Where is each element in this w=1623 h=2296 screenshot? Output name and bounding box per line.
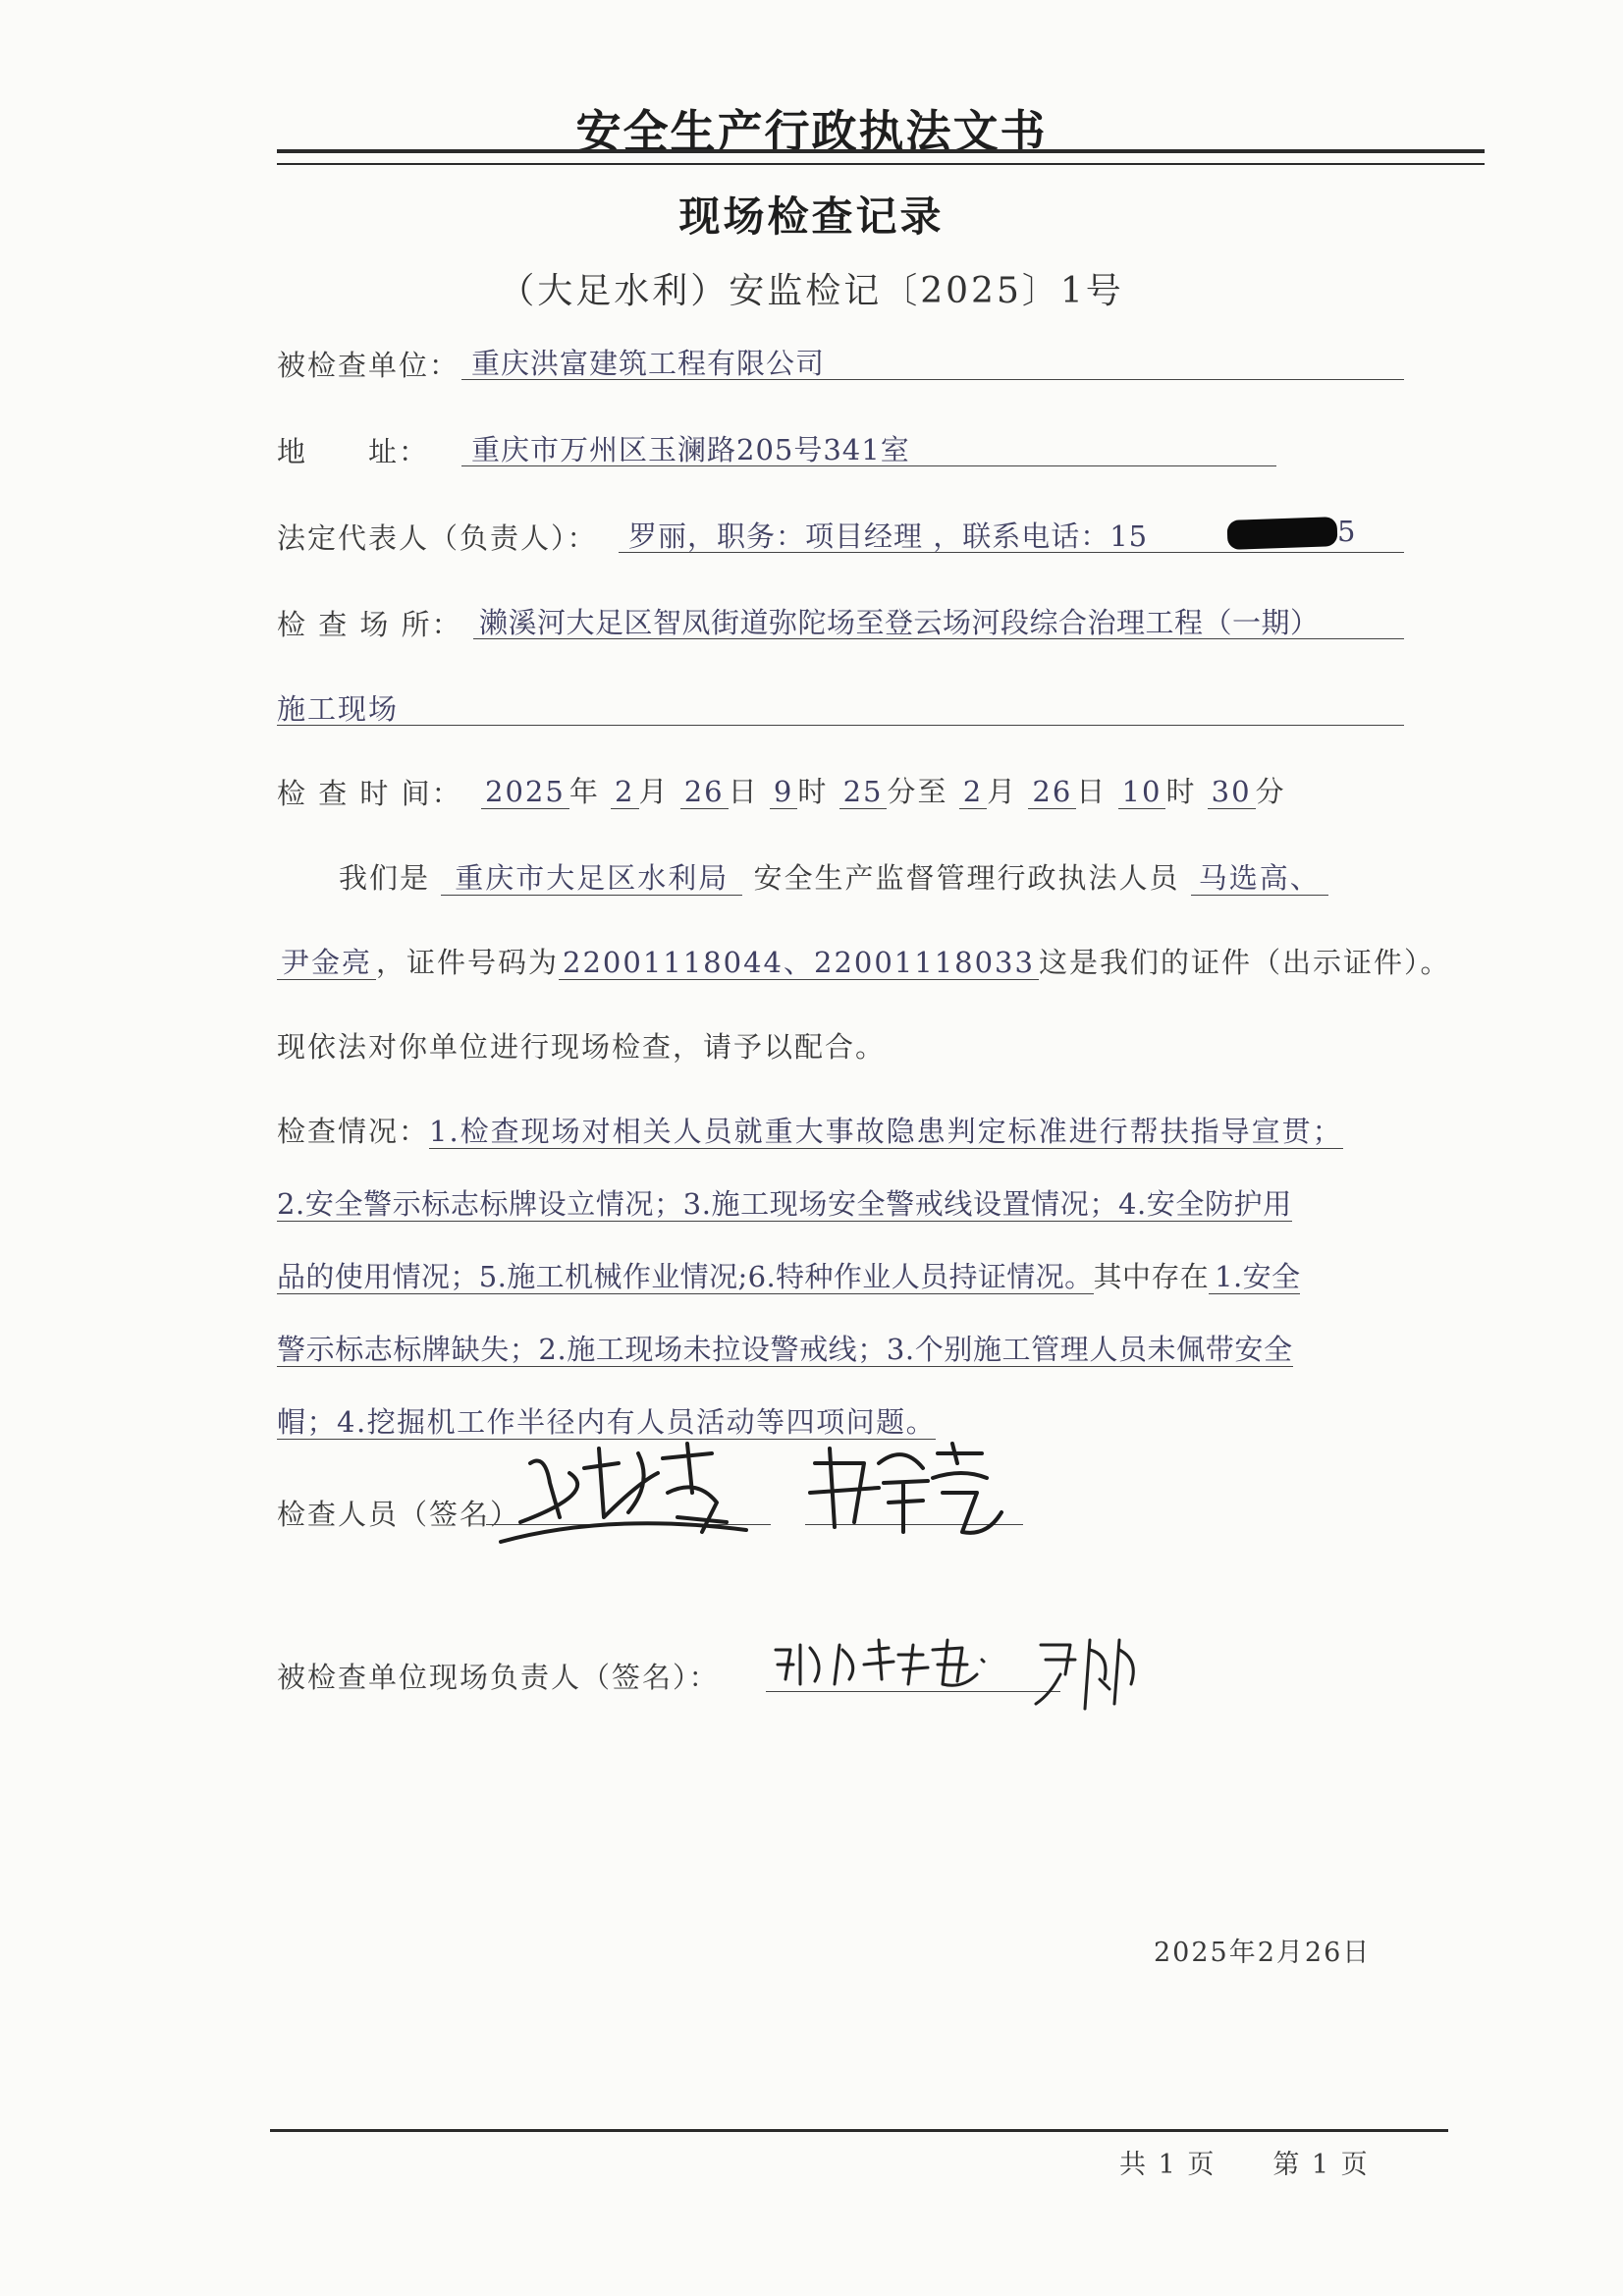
cert-numbers: 22001118044、22001118033	[559, 946, 1039, 980]
place-underline-2	[277, 725, 1404, 726]
time-month2: 2	[959, 775, 987, 809]
inspection-line5: 帽；4.挖掘机工作半径内有人员活动等四项问题。	[277, 1405, 937, 1439]
intro-line2: 尹金亮 ，证件号码为 22001118044、22001118033 这是我们的证件（出示证件）。	[277, 941, 1450, 981]
time-hour2: 10	[1118, 775, 1166, 809]
issue-date: 2025年2月26日	[1154, 1938, 1372, 1968]
page-number: 共 1 页 第 1 页	[1119, 2150, 1370, 2180]
time-min2: 30	[1208, 775, 1256, 809]
rep-label: 法定代表人（负责人）：	[277, 521, 598, 555]
document-title: 安全生产行政执法文书	[575, 105, 1048, 158]
time-value: 2025 年 2 月 26 日 9 时 25 分至 2 月 26 日 10 时 30 分	[481, 770, 1286, 810]
officer-1: 马选高、	[1191, 861, 1328, 896]
time-label: 检 查 时 间：	[277, 777, 462, 810]
inspectors-signature	[491, 1424, 1041, 1552]
inspection-line4: 警示标志标牌缺失；2.施工现场未拉设警戒线；3.个别施工管理人员未佩带安全	[277, 1333, 1293, 1366]
address-value: 重庆市万州区玉澜路205号341室	[471, 433, 910, 466]
title-double-rule	[277, 149, 1485, 165]
time-day1: 26	[680, 775, 729, 809]
place-value-line1: 濑溪河大足区智凤街道弥陀场至登云场河段综合治理工程（一期）	[479, 606, 1320, 639]
time-hour1: 9	[770, 775, 797, 809]
time-month1: 2	[611, 775, 638, 809]
inspection-line1: 检查情况：1.检查现场对相关人员就重大事故隐患判定标准进行帮扶指导宣贯；	[277, 1115, 1343, 1148]
inspectors-sign-label: 检查人员（签名）	[277, 1498, 521, 1531]
document-subtitle: 现场检查记录	[678, 192, 945, 241]
officer-2: 尹金亮	[277, 946, 376, 980]
inspection-line2: 2.安全警示标志标牌设立情况；3.施工现场安全警戒线设置情况；4.安全防护用	[277, 1187, 1292, 1221]
rep-value: 罗丽，职务：项目经理 ，联系电话：15	[628, 519, 1149, 553]
document-number: （大足水利）安监检记〔2025〕1号	[499, 271, 1124, 311]
unit-underline	[461, 379, 1404, 380]
time-min1: 25	[839, 775, 888, 809]
footer-rule	[270, 2129, 1448, 2132]
unit-label: 被检查单位：	[277, 349, 460, 382]
address-underline	[461, 465, 1276, 466]
redaction-mark	[1227, 517, 1338, 550]
inspection-label: 检查情况：	[277, 1115, 430, 1148]
time-year: 2025	[481, 775, 569, 809]
unit-rep-sign-label: 被检查单位现场负责人（签名）：	[277, 1661, 720, 1694]
place-label: 检 查 场 所：	[277, 608, 462, 641]
place-underline-1	[473, 638, 1404, 639]
intro-line1: 我们是 重庆市大足区水利局 安全生产监督管理行政执法人员 马选高、	[339, 856, 1328, 897]
unit-value: 重庆洪富建筑工程有限公司	[471, 347, 826, 380]
address-label: 地 址：	[277, 435, 430, 468]
agency-name: 重庆市大足区水利局	[441, 861, 742, 896]
rep-underline	[619, 552, 1404, 553]
inspection-line3: 品的使用情况；5.施工机械作业情况;6.特种作业人员持证情况。其中存在 1.安全	[277, 1260, 1301, 1293]
place-value-line2: 施工现场	[277, 692, 400, 726]
unit-rep-signature	[766, 1620, 1178, 1728]
time-day2: 26	[1028, 775, 1076, 809]
rep-phone-tail: 5	[1337, 515, 1357, 548]
intro-line3: 现依法对你单位进行现场检查，请予以配合。	[277, 1030, 887, 1064]
